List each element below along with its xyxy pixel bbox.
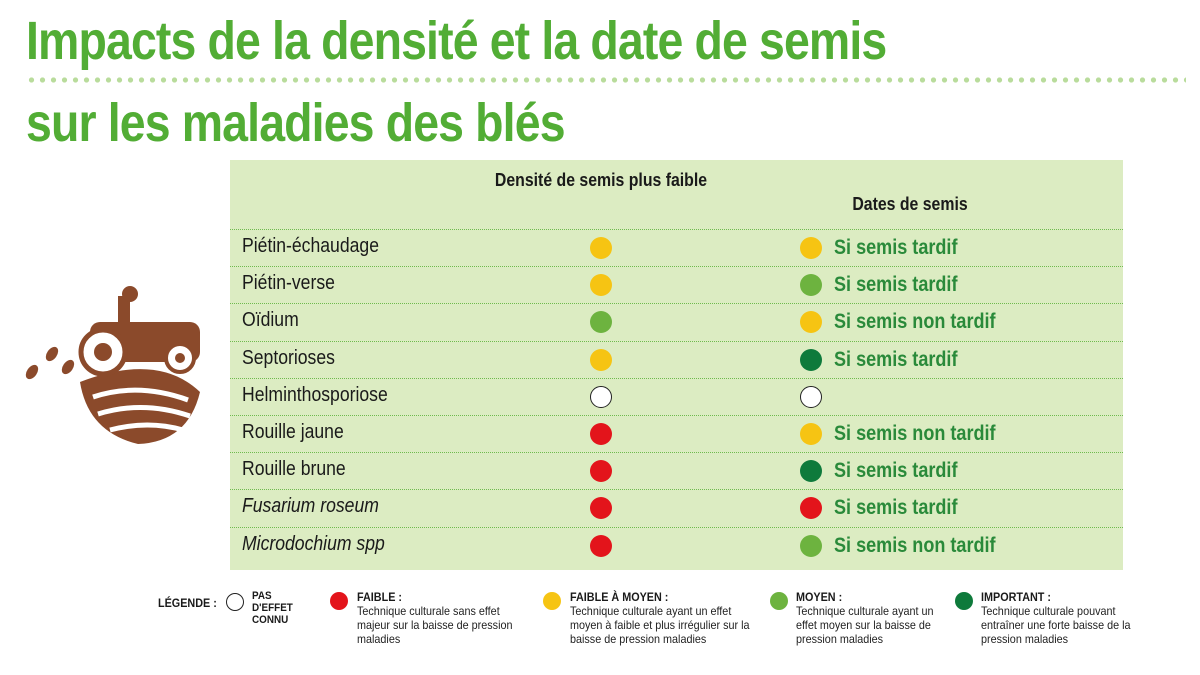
page-title-line-1: Impacts de la densité et la date de semis [26, 11, 887, 71]
legend-label: LÉGENDE : [158, 596, 217, 610]
date-effect-dot [800, 535, 822, 557]
legend-dot-moyen [770, 592, 788, 610]
table-row [230, 378, 1123, 415]
date-effect-dot [800, 497, 822, 519]
legend-faible-moyen: FAIBLE À MOYEN : Technique culturale ayant un effet moyen à faible et plus irrégulier sur la baisse de pression maladies [570, 590, 750, 646]
date-condition: Si semis tardif [834, 459, 958, 483]
disease-name: Oïdium [242, 309, 299, 332]
date-effect-dot [800, 311, 822, 333]
row-separator [230, 303, 1123, 304]
dotted-divider [26, 76, 1186, 84]
row-separator [230, 452, 1123, 453]
density-effect-dot [590, 497, 612, 519]
row-separator [230, 229, 1123, 230]
row-separator [230, 378, 1123, 379]
legend-none: PAS D'EFFET CONNU [252, 590, 293, 626]
date-effect-dot [800, 460, 822, 482]
density-effect-dot [590, 274, 612, 296]
disease-name: Rouille jaune [242, 421, 344, 443]
disease-name: Piétin-échaudage [242, 235, 380, 257]
disease-name: Helminthosporiose [242, 383, 388, 406]
row-separator [230, 415, 1123, 416]
date-condition: Si semis non tardif [834, 533, 996, 557]
legend-dot-faible [330, 592, 348, 610]
legend-dot-none [226, 593, 244, 611]
legend-dot-important [955, 592, 973, 610]
density-effect-dot [590, 460, 612, 482]
legend-moyen: MOYEN : Technique culturale ayant un effet moyen sur la baisse de pression maladies [796, 590, 934, 646]
disease-name: Piétin-verse [242, 272, 335, 295]
density-effect-dot [590, 311, 612, 333]
date-effect-dot [800, 274, 822, 296]
table-row [230, 341, 1123, 378]
density-effect-dot [590, 535, 612, 557]
date-effect-dot [800, 423, 822, 445]
disease-name: Fusarium roseum [242, 495, 379, 518]
table-row [230, 415, 1123, 452]
density-effect-dot [590, 349, 612, 371]
tractor-sowing-icon [18, 282, 218, 452]
table-row [230, 229, 1123, 266]
row-separator [230, 489, 1123, 490]
table-row [230, 266, 1123, 303]
date-condition: Si semis non tardif [834, 310, 996, 334]
disease-name: Septorioses [242, 346, 335, 369]
density-effect-dot [590, 237, 612, 259]
row-separator [230, 527, 1123, 528]
row-separator [230, 341, 1123, 342]
legend-dot-faible-moyen [543, 592, 561, 610]
page-title-line-2: sur les maladies des blés [26, 93, 565, 153]
date-condition: Si semis non tardif [834, 422, 996, 445]
date-condition: Si semis tardif [834, 496, 958, 520]
date-condition: Si semis tardif [834, 236, 958, 259]
date-condition: Si semis tardif [834, 347, 958, 371]
table-row [230, 452, 1123, 489]
date-effect-dot [800, 349, 822, 371]
legend-important: IMPORTANT : Technique culturale pouvant entraîner une forte baisse de la pression maladies [981, 590, 1131, 646]
table-row [230, 527, 1123, 564]
column-header-dates: Dates de semis [852, 194, 968, 214]
date-condition: Si semis tardif [834, 273, 958, 297]
table-row [230, 489, 1123, 526]
date-effect-dot [800, 386, 822, 408]
date-effect-dot [800, 237, 822, 259]
density-effect-dot [590, 386, 612, 408]
row-separator [230, 266, 1123, 267]
disease-name: Microdochium spp [242, 532, 385, 555]
density-effect-dot [590, 423, 612, 445]
column-header-density: Densité de semis plus faible [494, 170, 708, 190]
legend-faible: FAIBLE : Technique culturale sans effet majeur sur la baisse de pression maladies [357, 590, 513, 646]
table-row [230, 303, 1123, 340]
disease-name: Rouille brune [242, 458, 346, 481]
